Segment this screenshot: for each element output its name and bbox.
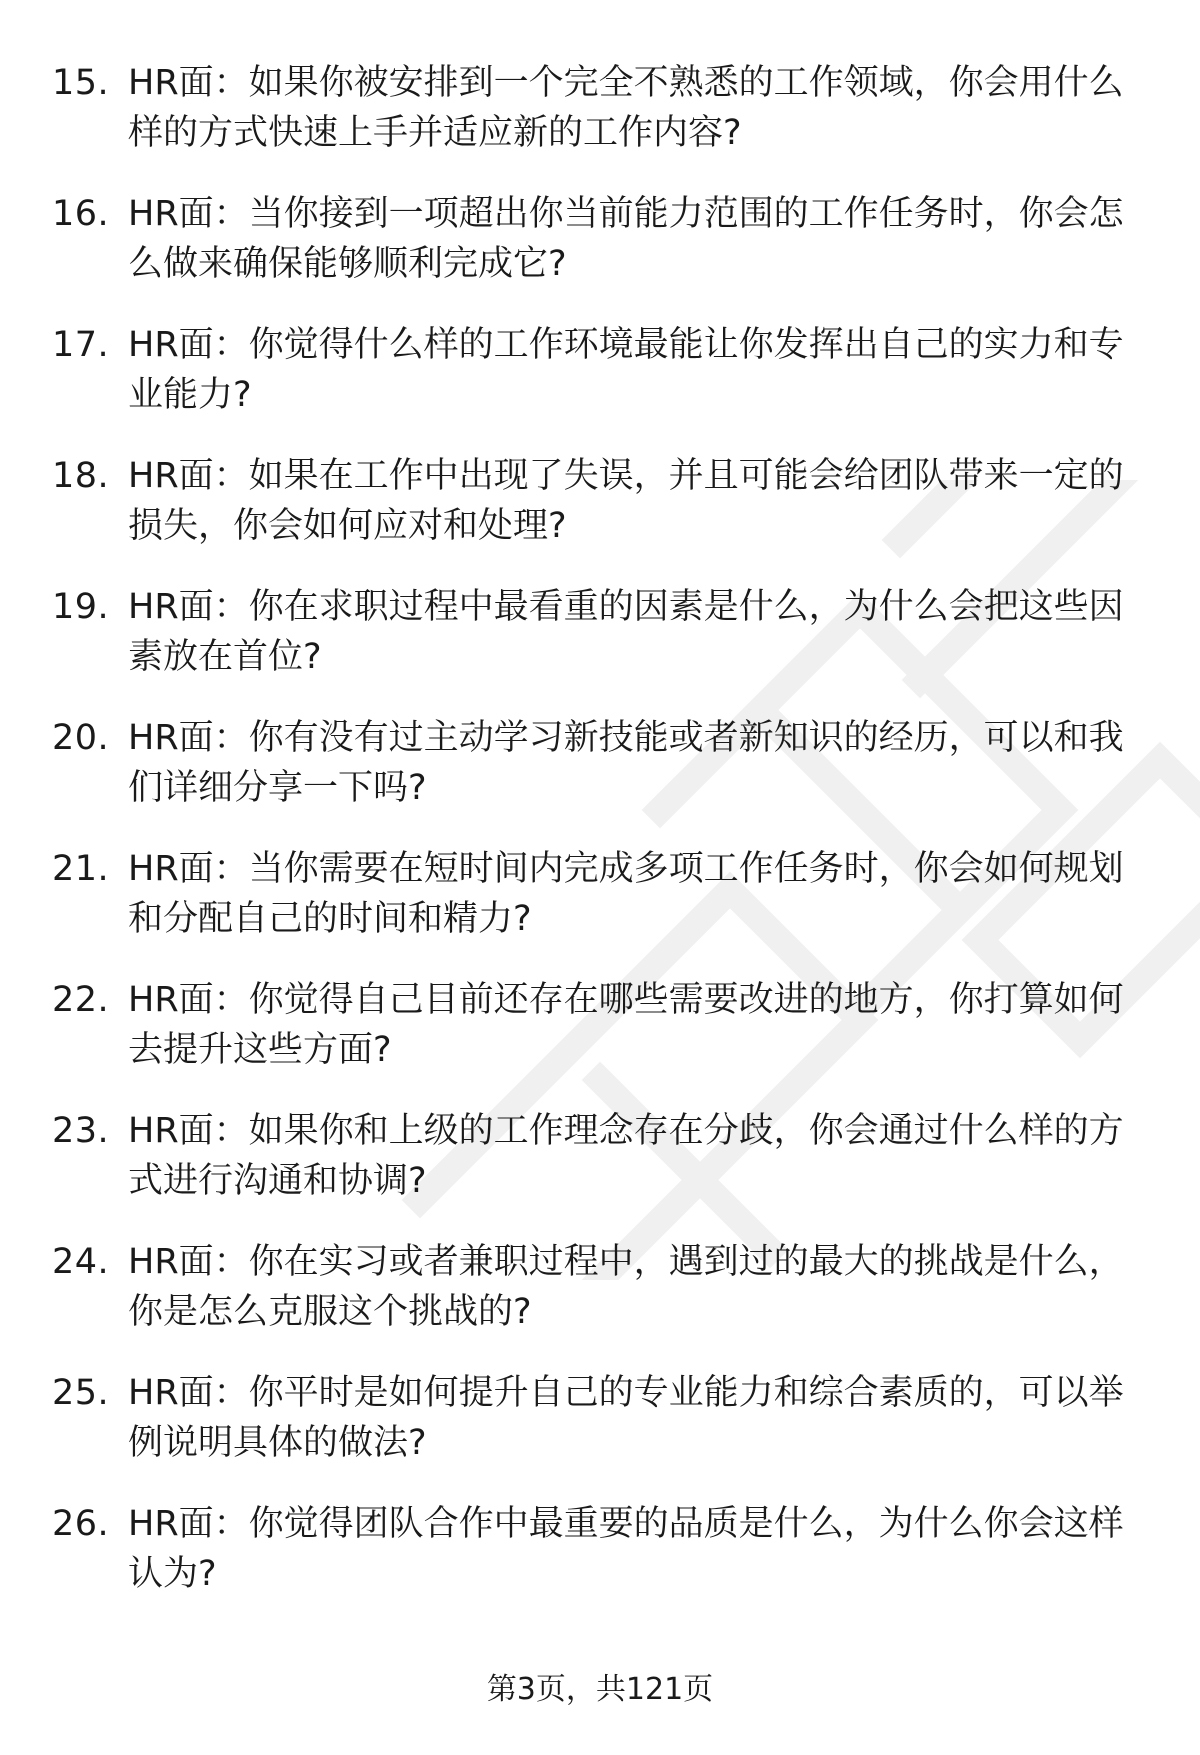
question-text: HR面：你在求职过程中最看重的因素是什么，为什么会把这些因素放在首位? bbox=[128, 587, 1124, 677]
question-list bbox=[0, 58, 1200, 1630]
question-item bbox=[0, 1237, 1200, 1368]
page-number-label: 第3页，共121页 bbox=[486, 1672, 714, 1707]
question-number: 24. bbox=[52, 1242, 110, 1282]
question-number: 16. bbox=[52, 194, 110, 234]
question-item bbox=[0, 582, 1200, 713]
question-item bbox=[0, 320, 1200, 451]
question-item bbox=[0, 1499, 1200, 1630]
question-number: 18. bbox=[52, 456, 110, 496]
question-text: HR面：当你需要在短时间内完成多项工作任务时，你会如何规划和分配自己的时间和精力? bbox=[128, 849, 1124, 939]
question-number: 23. bbox=[52, 1111, 110, 1151]
question-number: 21. bbox=[52, 849, 110, 889]
question-item bbox=[0, 451, 1200, 582]
question-number: 25. bbox=[52, 1373, 110, 1413]
question-item bbox=[0, 975, 1200, 1106]
question-text: HR面：你平时是如何提升自己的专业能力和综合素质的，可以举例说明具体的做法? bbox=[128, 1373, 1124, 1463]
question-item bbox=[0, 713, 1200, 844]
question-number: 19. bbox=[52, 587, 110, 627]
question-text: HR面：你觉得团队合作中最重要的品质是什么，为什么你会这样认为? bbox=[128, 1504, 1124, 1594]
question-number: 22. bbox=[52, 980, 110, 1020]
question-number: 26. bbox=[52, 1504, 110, 1544]
question-text: HR面：如果你和上级的工作理念存在分歧，你会通过什么样的方式进行沟通和协调? bbox=[128, 1111, 1124, 1201]
question-text: HR面：如果在工作中出现了失误，并且可能会给团队带来一定的损失，你会如何应对和处理? bbox=[128, 456, 1124, 546]
question-text: HR面：你觉得自己目前还存在哪些需要改进的地方，你打算如何去提升这些方面? bbox=[128, 980, 1124, 1070]
question-item bbox=[0, 844, 1200, 975]
question-number: 20. bbox=[52, 718, 110, 758]
question-item bbox=[0, 1368, 1200, 1499]
question-item bbox=[0, 189, 1200, 320]
question-number: 17. bbox=[52, 325, 110, 365]
question-text: HR面：如果你被安排到一个完全不熟悉的工作领域，你会用什么样的方式快速上手并适应新的工作内容? bbox=[128, 63, 1124, 153]
question-number: 15. bbox=[52, 63, 110, 103]
question-text: HR面：你有没有过主动学习新技能或者新知识的经历，可以和我们详细分享一下吗? bbox=[128, 718, 1124, 808]
page-footer bbox=[0, 1670, 1200, 1710]
question-item bbox=[0, 1106, 1200, 1237]
question-text: HR面：你在实习或者兼职过程中，遇到过的最大的挑战是什么，你是怎么克服这个挑战的? bbox=[128, 1242, 1124, 1332]
question-text: HR面：当你接到一项超出你当前能力范围的工作任务时，你会怎么做来确保能够顺利完成它? bbox=[128, 194, 1124, 284]
question-text: HR面：你觉得什么样的工作环境最能让你发挥出自己的实力和专业能力? bbox=[128, 325, 1124, 415]
question-item bbox=[0, 58, 1200, 189]
